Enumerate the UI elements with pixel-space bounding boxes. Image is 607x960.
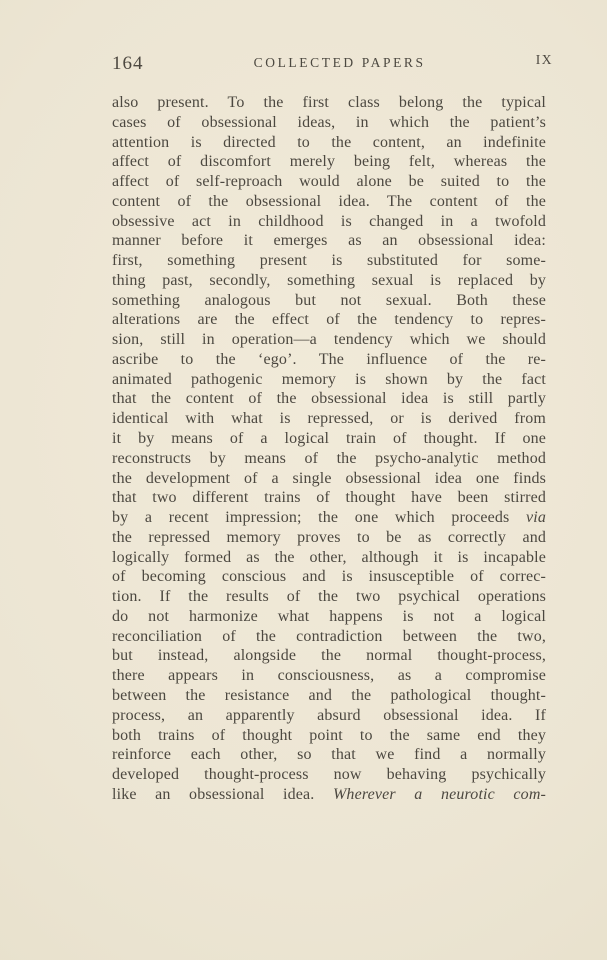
- text-line: [112, 231, 546, 251]
- text-segment: between the resistance and the pathological thought-: [112, 686, 546, 704]
- text-line: [112, 310, 546, 330]
- text-segment: first, something present is substituted for some-: [112, 252, 546, 270]
- text-line: [112, 271, 546, 291]
- text-line: [112, 251, 546, 271]
- text-line: [112, 488, 546, 508]
- text-line: [112, 726, 546, 746]
- text-line: [112, 449, 546, 469]
- text-segment: something analogous but not sexual. Both these: [112, 291, 546, 309]
- text-segment: ascribe to the ‘ego’. The influence of the re-: [112, 350, 546, 368]
- text-line: [112, 133, 546, 153]
- text-segment: reconstructs by means of the psycho-analytic method: [112, 449, 546, 467]
- text-line: [112, 508, 546, 528]
- text-line: [112, 93, 546, 113]
- text-segment: there appears in consciousness, as a compromise: [112, 667, 546, 685]
- text-line: [112, 567, 546, 587]
- italic-text-segment: via: [526, 509, 546, 527]
- text-segment: the development of a single obsessional idea one finds: [112, 469, 546, 487]
- text-segment: obsessive act in childhood is changed in a twofold: [112, 212, 546, 230]
- running-header: [112, 53, 553, 75]
- text-line: [112, 765, 546, 785]
- text-line: [112, 587, 546, 607]
- text-segment: developed thought-process now behaving psychically: [112, 766, 546, 784]
- text-line: [112, 528, 546, 548]
- text-segment: also present. To the first class belong the typical: [112, 94, 546, 111]
- text-line: [112, 607, 546, 627]
- text-line: [112, 389, 546, 409]
- page-number: 164: [112, 53, 144, 74]
- text-line: [112, 706, 546, 726]
- text-segment: of becoming conscious and is insusceptible of correc-: [112, 568, 546, 586]
- text-line: [112, 686, 546, 706]
- text-line: [112, 627, 546, 647]
- text-segment: the repressed memory proves to be as correctly and: [112, 528, 546, 546]
- text-line: [112, 409, 546, 429]
- text-line: [112, 113, 546, 133]
- text-segment: affect of discomfort merely being felt, whereas the: [112, 153, 546, 171]
- text-line: [112, 548, 546, 568]
- text-segment: sion, still in operation—a tendency which we should: [112, 331, 546, 349]
- text-segment: thing past, secondly, something sexual is replaced by: [112, 271, 546, 289]
- text-line: [112, 291, 546, 311]
- text-segment: content of the obsessional idea. The content of the: [112, 192, 546, 210]
- text-segment: both trains of thought point to the same end they: [112, 726, 546, 744]
- text-segment: but instead, alongside the normal thought-process,: [112, 647, 546, 665]
- text-segment: that two different trains of thought have been stirred: [112, 489, 546, 507]
- text-line: [112, 212, 546, 232]
- text-segment: do not harmonize what happens is not a logical: [112, 607, 546, 625]
- text-line: [112, 370, 546, 390]
- text-segment: identical with what is repressed, or is derived from: [112, 410, 546, 428]
- text-line: [112, 646, 546, 666]
- text-line: [112, 192, 546, 212]
- text-segment: reinforce each other, so that we find a normally: [112, 746, 546, 764]
- text-segment: process, an apparently absurd obsessional idea. If: [112, 706, 546, 724]
- text-line: [112, 469, 546, 489]
- text-segment: it by means of a logical train of thought. If one: [112, 430, 546, 448]
- text-line: [112, 330, 546, 350]
- text-line: [112, 152, 546, 172]
- text-segment: tion. If the results of the two psychical operations: [112, 588, 546, 606]
- text-segment: reconciliation of the contradiction between the two,: [112, 627, 546, 645]
- text-block: [112, 93, 546, 805]
- text-segment: animated pathogenic memory is shown by the fact: [112, 370, 546, 388]
- text-line: [112, 350, 546, 370]
- text-segment: that the content of the obsessional idea is still partly: [112, 390, 546, 408]
- text-line: [112, 429, 546, 449]
- running-title: COLLECTED PAPERS: [253, 55, 426, 70]
- text-line: [112, 172, 546, 192]
- text-segment: alterations are the effect of the tendency to repres-: [112, 311, 546, 329]
- text-line: [112, 745, 546, 765]
- text-segment: affect of self-reproach would alone be suited to the: [112, 173, 546, 191]
- text-line: [112, 785, 546, 805]
- text-segment: manner before it emerges as an obsessional idea:: [112, 232, 546, 250]
- text-segment: like an obsessional idea.: [112, 785, 333, 803]
- italic-text-segment: Wherever a neurotic com-: [332, 785, 546, 803]
- text-segment: cases of obsessional ideas, in which the patient’s: [112, 113, 546, 131]
- text-line: [112, 666, 546, 686]
- text-segment: attention is directed to the content, an indefinite: [112, 133, 546, 151]
- text-segment: logically formed as the other, although it is incapable: [112, 548, 546, 566]
- text-segment: by a recent impression; the one which proceeds: [112, 509, 526, 527]
- section-number: IX: [535, 52, 553, 67]
